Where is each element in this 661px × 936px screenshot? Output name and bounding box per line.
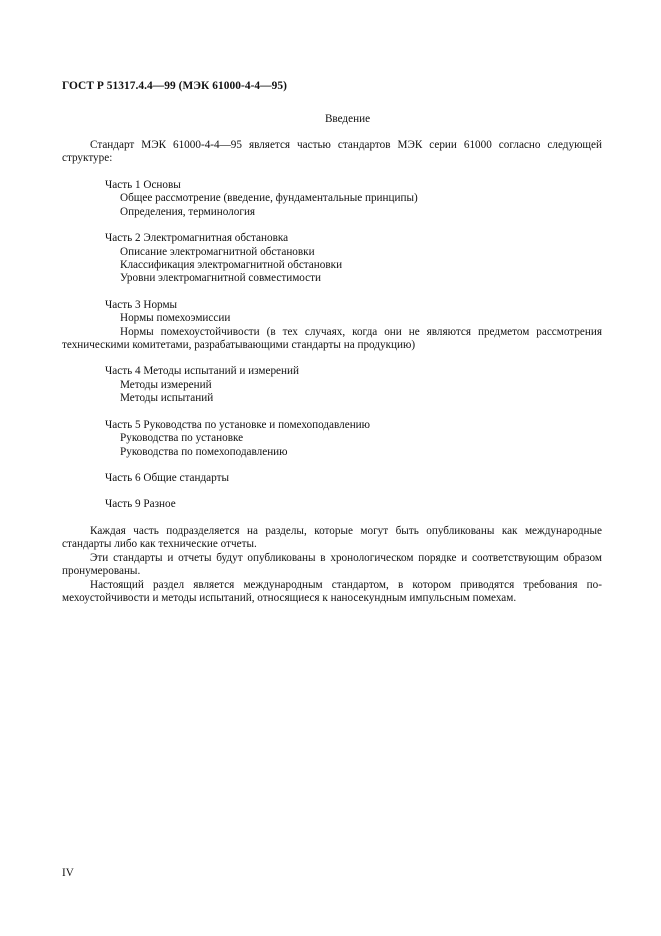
part-title: Часть 6 Общие стандарты (105, 471, 229, 484)
part-title: Часть 3 Нормы (105, 298, 178, 311)
part-title: Часть 2 Электромагнитная обстановка (105, 232, 289, 245)
part-9 (62, 498, 602, 511)
part-item: Описание электромагнитной обстановки (120, 245, 315, 258)
part-4 (62, 365, 602, 405)
part-title: Часть 5 Руководства по установке и помехоподавлению (105, 418, 371, 431)
part-item: Уровни электромагнитной совместимости (120, 272, 322, 285)
part-item: Методы испытаний (120, 392, 214, 405)
part-6 (62, 472, 602, 485)
part-title: Часть 9 Разное (105, 498, 176, 511)
part-item: Нормы помехоустойчивости (в тех случаях, когда они не являются предметом рассмотрения техническими комитетами, разрабатывающими стандарты на продукцию) (62, 325, 602, 352)
closing-paragraph: Настоящий раздел является международным стандартом, в котором приводятся требования по-мехоустойчивости и методы испытаний, относящиеся к наносекундным импульсным помехам. (62, 578, 602, 605)
part-item: Руководства по помехоподавлению (120, 445, 288, 458)
closing-paragraph: Каждая часть подразделяется на разделы, которые могут быть опубликованы как международные стандарты либо как технические отчеты. (62, 525, 602, 551)
section-title: Введение (324, 113, 371, 125)
closing-paragraph: Эти стандарты и отчеты будут опубликованы в хронологическом порядке и соответствующим образом пронумерованы. (62, 551, 602, 578)
part-1 (62, 179, 602, 219)
intro-paragraph: Стандарт МЭК 61000-4-4—95 является частью стандартов МЭК серии 61000 согласно следующей структуре: (62, 139, 602, 165)
part-item: Методы измерений (120, 378, 212, 391)
part-5 (62, 419, 602, 459)
part-title: Часть 1 Основы (105, 179, 181, 191)
part-title: Часть 4 Методы испытаний и измерений (105, 365, 299, 378)
part-item: Общее рассмотрение (введение, фундаментальные принципы) (120, 192, 418, 205)
part-2 (62, 232, 602, 286)
document-header: ГОСТ Р 51317.4.4—99 (МЭК 61000-4-4—95) (62, 80, 287, 92)
part-3 (62, 299, 602, 353)
part-item: Классификация электромагнитной обстановки (120, 259, 343, 272)
parts-list (62, 179, 602, 525)
part-item: Определения, терминология (120, 205, 256, 218)
closing-paragraphs (62, 525, 602, 605)
part-item: Руководства по установке (120, 432, 244, 445)
part-item: Нормы помехоэмиссии (120, 312, 231, 325)
page-number: IV (62, 867, 74, 879)
